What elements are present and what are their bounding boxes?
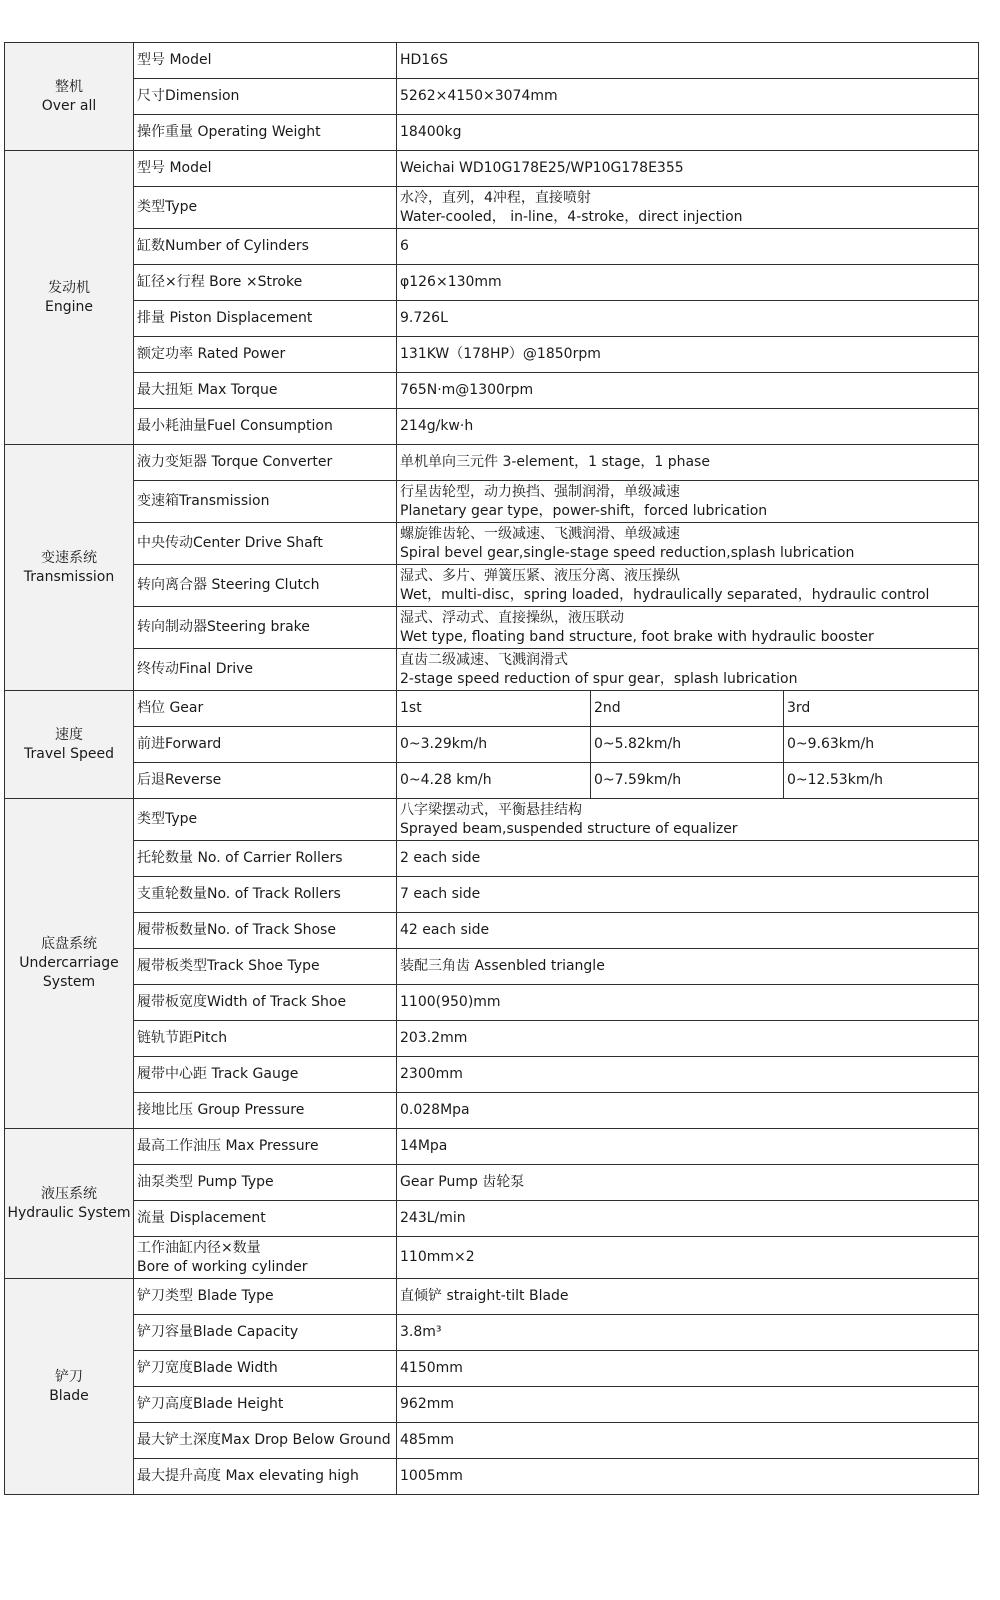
- spec-row: [5, 1093, 979, 1129]
- spec-label: [134, 1057, 397, 1093]
- spec-value-line: 765N·m@1300rpm: [400, 382, 534, 398]
- spec-label-line: Bore of working cylinder: [137, 1258, 308, 1275]
- spec-label: [134, 445, 397, 481]
- spec-value: [397, 607, 979, 649]
- spec-row: [5, 841, 979, 877]
- spec-row: [5, 373, 979, 409]
- section-title-cn: 速度: [55, 726, 83, 743]
- spec-label: [134, 1093, 397, 1129]
- spec-row: [5, 913, 979, 949]
- spec-row: [5, 1315, 979, 1351]
- spec-label: [134, 607, 397, 649]
- spec-row: [5, 1237, 979, 1279]
- section-title-over-all: [5, 43, 134, 151]
- spec-value: [397, 1279, 979, 1315]
- spec-value-line: 0.028Mpa: [400, 1102, 470, 1118]
- spec-value: [397, 1057, 979, 1093]
- spec-value-line: 6: [400, 238, 409, 254]
- spec-label-line: 油泵类型 Pump Type: [137, 1174, 274, 1190]
- spec-label-line: 最大提升高度 Max elevating high: [137, 1468, 359, 1484]
- spec-value: [397, 301, 979, 337]
- speed-value: 0~5.82km/h: [591, 727, 784, 763]
- spec-label-line: 缸数Number of Cylinders: [137, 238, 309, 254]
- section-title-hydraulic-system: [5, 1129, 134, 1279]
- section-title-cn: 整机: [55, 78, 83, 95]
- spec-row: [5, 1459, 979, 1495]
- spec-value: [397, 649, 979, 691]
- spec-value: [397, 1165, 979, 1201]
- spec-label: [134, 481, 397, 523]
- spec-value-line: Gear Pump 齿轮泵: [400, 1174, 525, 1190]
- spec-value: [397, 229, 979, 265]
- spec-label: [134, 1201, 397, 1237]
- spec-label-line: 额定功率 Rated Power: [137, 346, 286, 362]
- spec-row: [5, 1423, 979, 1459]
- spec-value-line: 214g/kw·h: [400, 418, 474, 434]
- speed-value: 0~3.29km/h: [397, 727, 591, 763]
- spec-row: [5, 43, 979, 79]
- spec-row: [5, 523, 979, 565]
- spec-row: [5, 79, 979, 115]
- spec-value-line: 2-stage speed reduction of spur gear，splash lubrication: [400, 670, 798, 687]
- section-title-cn: 变速系统: [41, 549, 97, 566]
- spec-label: [134, 151, 397, 187]
- spec-value-line: 2300mm: [400, 1066, 463, 1082]
- spec-value-line: HD16S: [400, 52, 449, 68]
- section-title-undercarriage-system: [5, 799, 134, 1129]
- spec-label-line: 终传动Final Drive: [137, 661, 254, 677]
- section-title-en: Undercarriage System: [19, 955, 119, 990]
- spec-label-line: 履带中心距 Track Gauge: [137, 1066, 299, 1082]
- spec-label: [134, 1387, 397, 1423]
- spec-value-line: 3.8m³: [400, 1324, 442, 1340]
- spec-value: [397, 1201, 979, 1237]
- spec-value: [397, 1315, 979, 1351]
- spec-label-line: 后退Reverse: [137, 772, 222, 788]
- spec-label-line: 操作重量 Operating Weight: [137, 124, 321, 140]
- speed-value: 0~4.28 km/h: [397, 763, 591, 799]
- spec-value: [397, 1093, 979, 1129]
- spec-label: [134, 565, 397, 607]
- section-title-cn: 液压系统: [41, 1185, 97, 1202]
- spec-value: [397, 949, 979, 985]
- spec-row: [5, 949, 979, 985]
- spec-value: [397, 79, 979, 115]
- spec-value: [397, 565, 979, 607]
- spec-label: [134, 1315, 397, 1351]
- speed-value: 2nd: [591, 691, 784, 727]
- spec-value-line: Water-cooled， in-line，4-stroke，direct injection: [400, 208, 743, 225]
- spec-row: [5, 727, 979, 763]
- spec-label-line: 排量 Piston Displacement: [137, 310, 313, 326]
- spec-label-line: 托轮数量 No. of Carrier Rollers: [137, 850, 343, 866]
- spec-label-line: 缸径×行程 Bore ×Stroke: [137, 274, 303, 290]
- spec-row: [5, 763, 979, 799]
- spec-label: [134, 949, 397, 985]
- spec-label: [134, 43, 397, 79]
- section-title-en: Engine: [45, 298, 93, 315]
- spec-label-line: 流量 Displacement: [137, 1210, 266, 1226]
- spec-label-line: 尺寸Dimension: [137, 88, 240, 104]
- spec-row: [5, 649, 979, 691]
- spec-value: [397, 43, 979, 79]
- spec-value-line: Planetary gear type，power-shift，forced lubrication: [400, 502, 768, 519]
- spec-value-line: 湿式、多片、弹簧压紧、液压分离、液压操纵: [400, 567, 680, 584]
- spec-label-line: 前进Forward: [137, 736, 222, 752]
- spec-label: [134, 523, 397, 565]
- spec-label: [134, 763, 397, 799]
- spec-value-line: Spiral bevel gear,single-stage speed reduction,splash lubrication: [400, 544, 855, 561]
- spec-value: [397, 799, 979, 841]
- spec-row: [5, 1387, 979, 1423]
- spec-value: [397, 877, 979, 913]
- section-title-cn: 底盘系统: [41, 936, 97, 952]
- spec-row: [5, 1351, 979, 1387]
- spec-value-line: 1100(950)mm: [400, 994, 501, 1010]
- spec-label: [134, 649, 397, 691]
- spec-label-line: 链轨节距Pitch: [137, 1030, 228, 1046]
- spec-value-line: 243L/min: [400, 1210, 466, 1226]
- spec-label-line: 中央传动Center Drive Shaft: [137, 535, 323, 551]
- spec-label: [134, 841, 397, 877]
- spec-value-line: 7 each side: [400, 886, 481, 902]
- spec-label: [134, 265, 397, 301]
- spec-label-line: 支重轮数量No. of Track Rollers: [137, 886, 341, 902]
- spec-label: [134, 79, 397, 115]
- section-title-travel-speed: [5, 691, 134, 799]
- spec-label: [134, 1165, 397, 1201]
- spec-table: [4, 42, 979, 1495]
- section-title-en: Travel Speed: [24, 745, 114, 762]
- spec-row: [5, 1165, 979, 1201]
- spec-label-line: 档位 Gear: [137, 700, 204, 716]
- section-title-engine: [5, 151, 134, 445]
- section-title-en: Hydraulic System: [7, 1204, 131, 1221]
- spec-label-line: 液力变矩器 Torque Converter: [137, 454, 333, 470]
- speed-value: 0~7.59km/h: [591, 763, 784, 799]
- spec-row: [5, 799, 979, 841]
- spec-label-line: 变速箱Transmission: [137, 493, 270, 509]
- spec-label-line: 履带板数量No. of Track Shose: [137, 922, 336, 938]
- spec-value: [397, 481, 979, 523]
- spec-value-line: 110mm×2: [400, 1249, 475, 1265]
- spec-label-line: 最大扭矩 Max Torque: [137, 382, 278, 398]
- spec-value-line: 131KW（178HP）@1850rpm: [400, 346, 601, 362]
- spec-row: [5, 1201, 979, 1237]
- spec-row: [5, 115, 979, 151]
- spec-value: [397, 1423, 979, 1459]
- spec-value: [397, 1459, 979, 1495]
- section-title-cn: 发动机: [48, 279, 90, 296]
- spec-label-line: 铲刀容量Blade Capacity: [137, 1324, 299, 1340]
- spec-value-line: 18400kg: [400, 124, 462, 140]
- spec-label: [134, 1237, 397, 1279]
- spec-row: [5, 337, 979, 373]
- spec-value-line: Wet，multi-disc，spring loaded，hydraulically separated，hydraulic control: [400, 586, 930, 603]
- spec-row: [5, 229, 979, 265]
- spec-label: [134, 985, 397, 1021]
- spec-value: [397, 445, 979, 481]
- spec-value-line: 八字梁摆动式，平衡悬挂结构: [400, 801, 582, 818]
- spec-value-line: 装配三角齿 Assenbled triangle: [400, 958, 605, 974]
- spec-label: [134, 799, 397, 841]
- spec-row: [5, 409, 979, 445]
- spec-label: [134, 229, 397, 265]
- spec-label-line: 接地比压 Group Pressure: [137, 1102, 305, 1118]
- section-title-en: Blade: [49, 1387, 89, 1404]
- spec-label-line: 型号 Model: [137, 52, 212, 68]
- spec-row: [5, 445, 979, 481]
- spec-value: [397, 187, 979, 229]
- spec-value-line: 2 each side: [400, 850, 481, 866]
- spec-label: [134, 727, 397, 763]
- spec-value-line: 485mm: [400, 1432, 454, 1448]
- spec-label-line: 最高工作油压 Max Pressure: [137, 1138, 319, 1154]
- section-title-en: Transmission: [23, 568, 115, 585]
- spec-label-line: 最小耗油量Fuel Consumption: [137, 418, 333, 434]
- spec-value-line: 1005mm: [400, 1468, 463, 1484]
- spec-row: [5, 301, 979, 337]
- spec-label-line: 铲刀类型 Blade Type: [137, 1288, 274, 1304]
- spec-label: [134, 913, 397, 949]
- spec-value: [397, 373, 979, 409]
- spec-row: [5, 691, 979, 727]
- spec-value-line: 直倾铲 straight-tilt Blade: [400, 1288, 569, 1304]
- spec-label: [134, 1021, 397, 1057]
- spec-label: [134, 877, 397, 913]
- spec-value: [397, 151, 979, 187]
- spec-value: [397, 913, 979, 949]
- spec-label: [134, 115, 397, 151]
- spec-label-line: 类型Type: [137, 199, 198, 215]
- speed-value: 3rd: [784, 691, 979, 727]
- spec-value: [397, 985, 979, 1021]
- section-title-cn: 铲刀: [55, 1368, 83, 1385]
- section-title-en: Over all: [41, 97, 97, 114]
- spec-row: [5, 607, 979, 649]
- spec-label: [134, 187, 397, 229]
- spec-value: [397, 841, 979, 877]
- spec-label: [134, 1129, 397, 1165]
- spec-row: [5, 265, 979, 301]
- spec-label: [134, 301, 397, 337]
- spec-value: [397, 523, 979, 565]
- spec-value: [397, 1237, 979, 1279]
- spec-value-line: 螺旋锥齿轮、一级减速、飞溅润滑、单级减速: [400, 525, 680, 542]
- spec-value-line: 9.726L: [400, 310, 448, 326]
- spec-row: [5, 481, 979, 523]
- section-title-blade: [5, 1279, 134, 1495]
- spec-value-line: 水冷，直列，4冲程，直接喷射: [400, 189, 591, 206]
- spec-value-line: 962mm: [400, 1396, 454, 1412]
- spec-value-line: 直齿二级减速、飞溅润滑式: [400, 651, 568, 668]
- spec-value-line: Sprayed beam,suspended structure of equalizer: [400, 820, 738, 837]
- spec-value: [397, 409, 979, 445]
- spec-value: [397, 265, 979, 301]
- spec-row: [5, 1057, 979, 1093]
- spec-label-line: 最大铲土深度Max Drop Below Ground: [137, 1432, 391, 1448]
- spec-label-line: 履带板类型Track Shoe Type: [137, 958, 320, 974]
- spec-label: [134, 1279, 397, 1315]
- spec-value-line: 203.2mm: [400, 1030, 468, 1046]
- spec-value: [397, 1129, 979, 1165]
- spec-value-line: Weichai WD10G178E25/WP10G178E355: [400, 160, 684, 176]
- spec-label: [134, 1423, 397, 1459]
- spec-row: [5, 1021, 979, 1057]
- speed-value: 0~12.53km/h: [784, 763, 979, 799]
- spec-value-line: 5262×4150×3074mm: [400, 88, 558, 104]
- spec-label: [134, 337, 397, 373]
- spec-row: [5, 151, 979, 187]
- spec-label: [134, 1459, 397, 1495]
- spec-label-line: 履带板宽度Width of Track Shoe: [137, 994, 347, 1010]
- spec-row: [5, 985, 979, 1021]
- spec-value: [397, 115, 979, 151]
- spec-label-line: 转向离合器 Steering Clutch: [137, 577, 320, 593]
- spec-label: [134, 373, 397, 409]
- spec-value-line: 4150mm: [400, 1360, 463, 1376]
- spec-row: [5, 565, 979, 607]
- speed-value: 0~9.63km/h: [784, 727, 979, 763]
- spec-label-line: 铲刀宽度Blade Width: [137, 1360, 278, 1376]
- spec-value-line: φ126×130mm: [400, 274, 502, 290]
- spec-value: [397, 1387, 979, 1423]
- spec-label: [134, 1351, 397, 1387]
- spec-label-line: 工作油缸内径×数量: [137, 1239, 261, 1256]
- spec-label-line: 转向制动器Steering brake: [137, 619, 310, 635]
- spec-label-line: 型号 Model: [137, 160, 212, 176]
- spec-value-line: 单机单向三元件 3-element，1 stage，1 phase: [400, 454, 710, 470]
- spec-value-line: 湿式、浮动式、直接操纵，液压联动: [400, 609, 624, 626]
- spec-row: [5, 187, 979, 229]
- spec-label: [134, 691, 397, 727]
- spec-value: [397, 337, 979, 373]
- spec-label-line: 铲刀高度Blade Height: [137, 1396, 284, 1412]
- spec-row: [5, 1129, 979, 1165]
- spec-label-line: 类型Type: [137, 811, 198, 827]
- spec-value-line: Wet type, floating band structure, foot brake with hydraulic booster: [400, 628, 874, 645]
- spec-value-line: 42 each side: [400, 922, 490, 938]
- spec-row: [5, 877, 979, 913]
- section-title-transmission: [5, 445, 134, 691]
- spec-value: [397, 1021, 979, 1057]
- spec-value: [397, 1351, 979, 1387]
- spec-value-line: 14Mpa: [400, 1138, 448, 1154]
- spec-label: [134, 409, 397, 445]
- spec-value-line: 行星齿轮型，动力换挡、强制润滑，单级减速: [400, 483, 680, 500]
- speed-value: 1st: [397, 691, 591, 727]
- spec-row: [5, 1279, 979, 1315]
